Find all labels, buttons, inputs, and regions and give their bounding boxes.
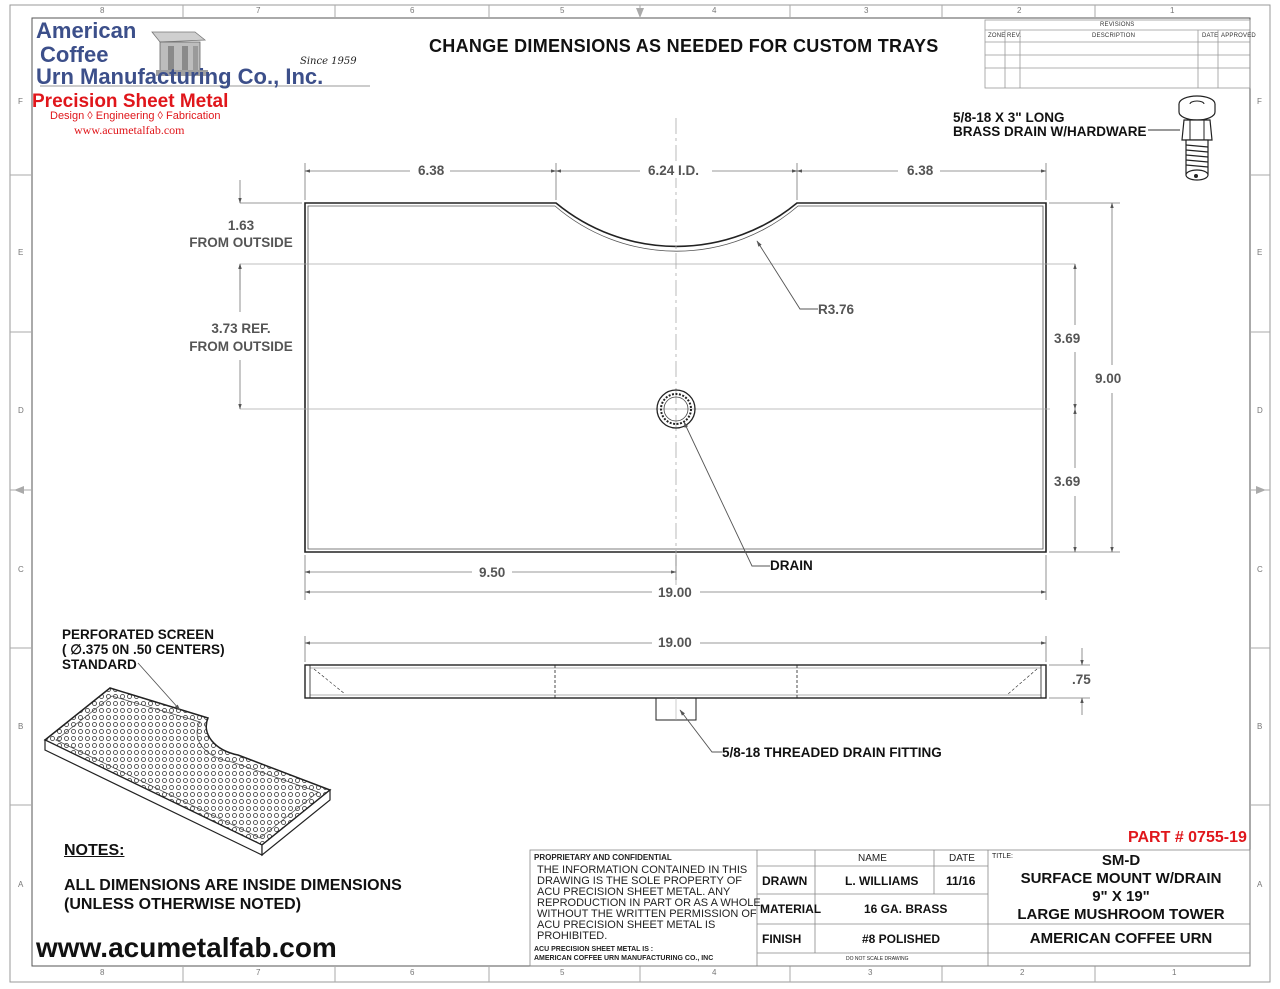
tick-rrow-E: E — [1257, 248, 1263, 257]
brass-drain-icon — [1179, 96, 1215, 180]
tick-bcol-1: 1 — [1172, 968, 1177, 977]
dim-top-right: 6.38 — [907, 163, 934, 178]
tb-title-line-2: SURFACE MOUNT W/DRAIN — [1020, 870, 1222, 887]
label-screen-2: ( ∅.375 0N .50 CENTERS) — [62, 642, 225, 657]
dim-top-left: 6.38 — [418, 163, 445, 178]
tick-row-F: F — [18, 97, 23, 106]
tb-do-not-scale: DO NOT SCALE DRAWING — [846, 956, 909, 962]
center-mark-top — [636, 8, 644, 18]
dim-right-lower: 3.69 — [1054, 474, 1081, 489]
logo-services: Design ◊ Engineering ◊ Fabrication — [50, 110, 221, 122]
proprietary-line-4: REPRODUCTION IN PART OR AS A WHOLE — [537, 897, 761, 909]
dim-radius: R3.76 — [818, 302, 855, 317]
page-title: CHANGE DIMENSIONS AS NEEDED FOR CUSTOM TRAYS — [429, 36, 939, 56]
tb-title-line-3: 9" X 19" — [1092, 888, 1150, 905]
tb-finish-value: #8 POLISHED — [862, 932, 941, 946]
tick-bcol-2: 2 — [1020, 968, 1025, 977]
logo-coffee: Coffee — [40, 42, 109, 67]
rev-col-description: DESCRIPTION — [1092, 33, 1136, 39]
proprietary-line-1: THE INFORMATION CONTAINED IN THIS — [537, 864, 748, 876]
proprietary-line-5: WITHOUT THE WRITTEN PERMISSION OF — [537, 908, 757, 920]
tick-col-8: 8 — [100, 6, 105, 15]
tick-row-D: D — [18, 406, 24, 415]
tb-material-value: 16 GA. BRASS — [864, 902, 948, 916]
notes-heading: NOTES: — [64, 842, 125, 859]
tick-rrow-B: B — [1257, 722, 1263, 731]
tick-col-6: 6 — [410, 6, 415, 15]
tb-title-line-5: AMERICAN COFFEE URN — [1029, 930, 1213, 947]
proprietary-text — [537, 865, 761, 942]
dim-left-mid-b: FROM OUTSIDE — [180, 339, 302, 354]
dim-bottom-half: 9.50 — [479, 565, 506, 580]
label-drain: DRAIN — [770, 558, 813, 573]
tick-col-2: 2 — [1017, 6, 1022, 15]
logo-since: Since 1959 — [300, 56, 357, 67]
tb-finish-label: FINISH — [762, 932, 802, 946]
rev-col-zone: ZONE — [988, 33, 1006, 39]
tb-name-header: NAME — [858, 853, 887, 864]
footer-url[interactable]: www.acumetalfab.com — [36, 932, 337, 963]
tick-rrow-D: D — [1257, 406, 1263, 415]
label-fitting: 5/8-18 THREADED DRAIN FITTING — [722, 745, 942, 760]
tb-title-line-4: LARGE MUSHROOM TOWER — [1017, 906, 1225, 923]
tick-row-C: C — [18, 565, 24, 574]
drain-callout-line2: BRASS DRAIN W/HARDWARE — [953, 124, 1147, 139]
dim-top-mid: 6.24 I.D. — [648, 163, 700, 178]
dim-left-top-b: FROM OUTSIDE — [189, 235, 293, 250]
proprietary-line-2: DRAWING IS THE SOLE PROPERTY OF — [537, 875, 742, 887]
tb-drawn-label: DRAWN — [762, 874, 808, 888]
division-line: ACU PRECISION SHEET METAL IS : — [534, 946, 654, 953]
company-line: AMERICAN COFFEE URN MANUFACTURING CO., INC — [534, 955, 714, 962]
center-mark-left — [14, 486, 24, 494]
tick-bcol-8: 8 — [100, 968, 105, 977]
tick-bcol-7: 7 — [256, 968, 261, 977]
rev-col-approved: APPROVED — [1221, 33, 1256, 39]
drain-callout-line1: 5/8-18 X 3" LONG — [953, 110, 1065, 125]
logo-url[interactable]: www.acumetalfab.com — [74, 123, 185, 137]
tb-drawn-date: 11/16 — [946, 874, 976, 888]
dim-left-top-a: 1.63 — [227, 218, 255, 233]
dim-side-height: .75 — [1072, 672, 1091, 687]
tray-top-view — [305, 203, 1046, 552]
tick-bcol-3: 3 — [868, 968, 873, 977]
part-number: PART # 0755-19 — [1128, 829, 1247, 846]
proprietary-line-3: ACU PRECISION SHEET METAL. ANY — [537, 886, 731, 898]
rev-col-date: DATE — [1202, 33, 1219, 39]
tick-bcol-5: 5 — [560, 968, 565, 977]
tick-rrow-F: F — [1257, 97, 1262, 106]
proprietary-line-7: PROHIBITED. — [537, 930, 608, 942]
revisions-title: REVISIONS — [1100, 22, 1135, 28]
tick-rrow-A: A — [1257, 880, 1263, 889]
perforated-screen-iso — [45, 688, 330, 855]
tb-title-label: TITLE: — [992, 853, 1014, 860]
tick-col-5: 5 — [560, 6, 565, 15]
revisions-table — [985, 20, 1250, 88]
proprietary-line-6: ACU PRECISION SHEET METAL IS — [537, 919, 716, 931]
dim-side-width: 19.00 — [658, 635, 692, 650]
logo-precision: Precision Sheet Metal — [32, 91, 229, 112]
label-screen-3: STANDARD — [62, 657, 137, 672]
tb-title-line-1: SM-D — [1101, 852, 1141, 869]
tick-col-7: 7 — [256, 6, 261, 15]
label-screen-1: PERFORATED SCREEN — [62, 627, 215, 642]
tb-date-header: DATE — [949, 853, 975, 864]
dim-right-upper: 3.69 — [1054, 331, 1081, 346]
tb-title — [992, 852, 1250, 924]
tray-side-view — [305, 665, 1046, 720]
tick-row-B: B — [18, 722, 24, 731]
zone-dividers — [10, 5, 1270, 982]
tb-material-label: MATERIAL — [760, 902, 822, 916]
dim-overall-height: 9.00 — [1095, 371, 1122, 386]
notes-line-1: ALL DIMENSIONS ARE INSIDE DIMENSIONS — [64, 877, 402, 894]
tick-bcol-6: 6 — [410, 968, 415, 977]
rev-col-rev: REV. — [1007, 33, 1022, 39]
dim-bottom-total: 19.00 — [658, 585, 692, 600]
tick-row-E: E — [18, 248, 24, 257]
tick-row-A: A — [18, 880, 24, 889]
tick-col-3: 3 — [864, 6, 869, 15]
proprietary-heading: PROPRIETARY AND CONFIDENTIAL — [534, 853, 672, 862]
notes-line-2: (UNLESS OTHERWISE NOTED) — [64, 896, 302, 913]
logo-american: American — [36, 18, 137, 43]
center-mark-right — [1256, 486, 1266, 494]
tick-rrow-C: C — [1257, 565, 1263, 574]
outer-border — [10, 5, 1270, 982]
tick-col-1: 1 — [1170, 6, 1175, 15]
dim-left-mid-a: 3.73 REF. — [190, 321, 292, 336]
tick-bcol-4: 4 — [712, 968, 717, 977]
tick-col-4: 4 — [712, 6, 717, 15]
logo-urn: Urn Manufacturing Co., Inc. — [36, 64, 324, 89]
tb-drawn-name: L. WILLIAMS — [845, 874, 919, 888]
